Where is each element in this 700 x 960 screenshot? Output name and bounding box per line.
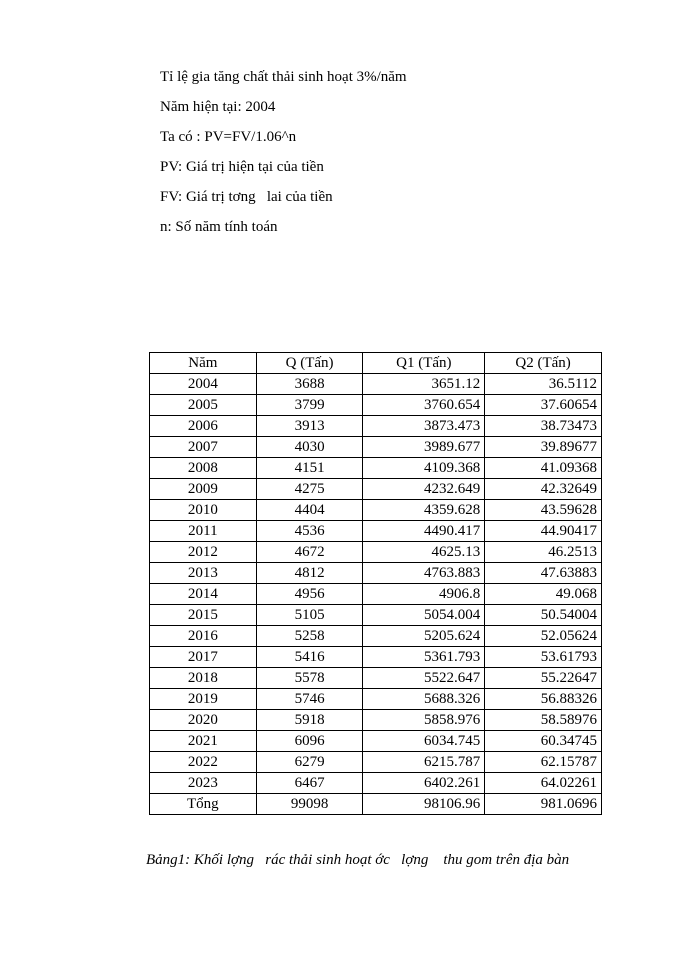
cell-q1: 6215.787 (363, 752, 485, 773)
table-row (150, 395, 602, 416)
cell-q1: 98106.96 (363, 794, 485, 815)
cell-q: 5105 (256, 605, 363, 626)
cell-q2: 60.34745 (485, 731, 602, 752)
table-row (150, 626, 602, 647)
cell-year: Tổng (150, 794, 257, 815)
table-row (150, 479, 602, 500)
table-row (150, 437, 602, 458)
cell-q2: 49.068 (485, 584, 602, 605)
cell-q2: 39.89677 (485, 437, 602, 458)
table-row (150, 773, 602, 794)
cell-q2: 52.05624 (485, 626, 602, 647)
header-q: Q (Tấn) (256, 353, 363, 374)
table-row (150, 542, 602, 563)
header-q1: Q1 (Tấn) (363, 353, 485, 374)
intro-line-current-year: Năm hiện tại: 2004 (160, 99, 276, 115)
intro-line-growth-rate: Tỉ lệ gia tăng chất thải sinh hoạt 3%/năm (160, 69, 407, 85)
cell-year: 2008 (150, 458, 257, 479)
cell-q1: 5361.793 (363, 647, 485, 668)
table-row (150, 689, 602, 710)
cell-q2: 43.59628 (485, 500, 602, 521)
cell-q: 4275 (256, 479, 363, 500)
cell-q: 6096 (256, 731, 363, 752)
cell-q: 5918 (256, 710, 363, 731)
cell-year: 2022 (150, 752, 257, 773)
table-row (150, 794, 602, 815)
cell-q2: 62.15787 (485, 752, 602, 773)
table-row (150, 521, 602, 542)
intro-line-fv-definition: FV: Giá trị tơng lai của tiền (160, 189, 333, 205)
cell-year: 2004 (150, 374, 257, 395)
table-row (150, 731, 602, 752)
cell-q: 3688 (256, 374, 363, 395)
intro-line-pv-definition: PV: Giá trị hiện tại của tiền (160, 159, 324, 175)
cell-q2: 981.0696 (485, 794, 602, 815)
cell-q: 5746 (256, 689, 363, 710)
cell-year: 2005 (150, 395, 257, 416)
table-row (150, 374, 602, 395)
cell-q2: 41.09368 (485, 458, 602, 479)
cell-q2: 46.2513 (485, 542, 602, 563)
cell-q: 5416 (256, 647, 363, 668)
table-row (150, 584, 602, 605)
cell-q: 4536 (256, 521, 363, 542)
cell-q: 3913 (256, 416, 363, 437)
cell-q2: 37.60654 (485, 395, 602, 416)
cell-q1: 6034.745 (363, 731, 485, 752)
cell-year: 2013 (150, 563, 257, 584)
cell-q1: 4625.13 (363, 542, 485, 563)
table-row (150, 416, 602, 437)
table-row (150, 752, 602, 773)
intro-line-n-definition: n: Số năm tính toán (160, 219, 278, 235)
cell-q2: 36.5112 (485, 374, 602, 395)
cell-q2: 64.02261 (485, 773, 602, 794)
cell-q1: 4109.368 (363, 458, 485, 479)
cell-q: 4404 (256, 500, 363, 521)
cell-year: 2010 (150, 500, 257, 521)
cell-q: 5258 (256, 626, 363, 647)
cell-q2: 50.54004 (485, 605, 602, 626)
cell-year: 2006 (150, 416, 257, 437)
cell-q1: 3651.12 (363, 374, 485, 395)
cell-q1: 3873.473 (363, 416, 485, 437)
table-row (150, 647, 602, 668)
cell-year: 2014 (150, 584, 257, 605)
cell-q1: 4763.883 (363, 563, 485, 584)
table-row (150, 500, 602, 521)
cell-year: 2018 (150, 668, 257, 689)
cell-year: 2020 (150, 710, 257, 731)
cell-year: 2017 (150, 647, 257, 668)
cell-year: 2015 (150, 605, 257, 626)
cell-q1: 5522.647 (363, 668, 485, 689)
cell-q1: 4490.417 (363, 521, 485, 542)
cell-q2: 44.90417 (485, 521, 602, 542)
cell-q1: 5858.976 (363, 710, 485, 731)
cell-q: 4672 (256, 542, 363, 563)
cell-q: 4030 (256, 437, 363, 458)
table-row (150, 710, 602, 731)
intro-line-formula: Ta có : PV=FV/1.06^n (160, 129, 297, 145)
cell-q2: 47.63883 (485, 563, 602, 584)
header-year: Năm (150, 353, 257, 374)
table-header-row (150, 353, 602, 374)
table-body (150, 374, 602, 815)
header-q2: Q2 (Tấn) (485, 353, 602, 374)
cell-q1: 4232.649 (363, 479, 485, 500)
cell-year: 2021 (150, 731, 257, 752)
cell-q2: 58.58976 (485, 710, 602, 731)
cell-year: 2023 (150, 773, 257, 794)
cell-year: 2016 (150, 626, 257, 647)
cell-year: 2019 (150, 689, 257, 710)
cell-q1: 6402.261 (363, 773, 485, 794)
cell-q: 4956 (256, 584, 363, 605)
waste-volume-table (149, 352, 602, 815)
cell-q1: 4359.628 (363, 500, 485, 521)
cell-q1: 3760.654 (363, 395, 485, 416)
cell-year: 2007 (150, 437, 257, 458)
table-row (150, 605, 602, 626)
intro-block (160, 62, 407, 242)
table-row (150, 458, 602, 479)
cell-q: 6467 (256, 773, 363, 794)
cell-q2: 56.88326 (485, 689, 602, 710)
cell-q: 5578 (256, 668, 363, 689)
cell-q1: 4906.8 (363, 584, 485, 605)
cell-year: 2009 (150, 479, 257, 500)
cell-q: 4151 (256, 458, 363, 479)
cell-q1: 5205.624 (363, 626, 485, 647)
cell-q1: 3989.677 (363, 437, 485, 458)
cell-q2: 42.32649 (485, 479, 602, 500)
cell-q1: 5054.004 (363, 605, 485, 626)
cell-q: 3799 (256, 395, 363, 416)
cell-q: 4812 (256, 563, 363, 584)
cell-q: 6279 (256, 752, 363, 773)
cell-q2: 55.22647 (485, 668, 602, 689)
table-row (150, 563, 602, 584)
cell-year: 2012 (150, 542, 257, 563)
table-caption: Bảng1: Khối lợng rác thải sinh hoạt ớc lợng thu gom trên địa bàn (146, 852, 570, 868)
cell-q2: 38.73473 (485, 416, 602, 437)
cell-q: 99098 (256, 794, 363, 815)
cell-year: 2011 (150, 521, 257, 542)
table-row (150, 668, 602, 689)
cell-q2: 53.61793 (485, 647, 602, 668)
cell-q1: 5688.326 (363, 689, 485, 710)
